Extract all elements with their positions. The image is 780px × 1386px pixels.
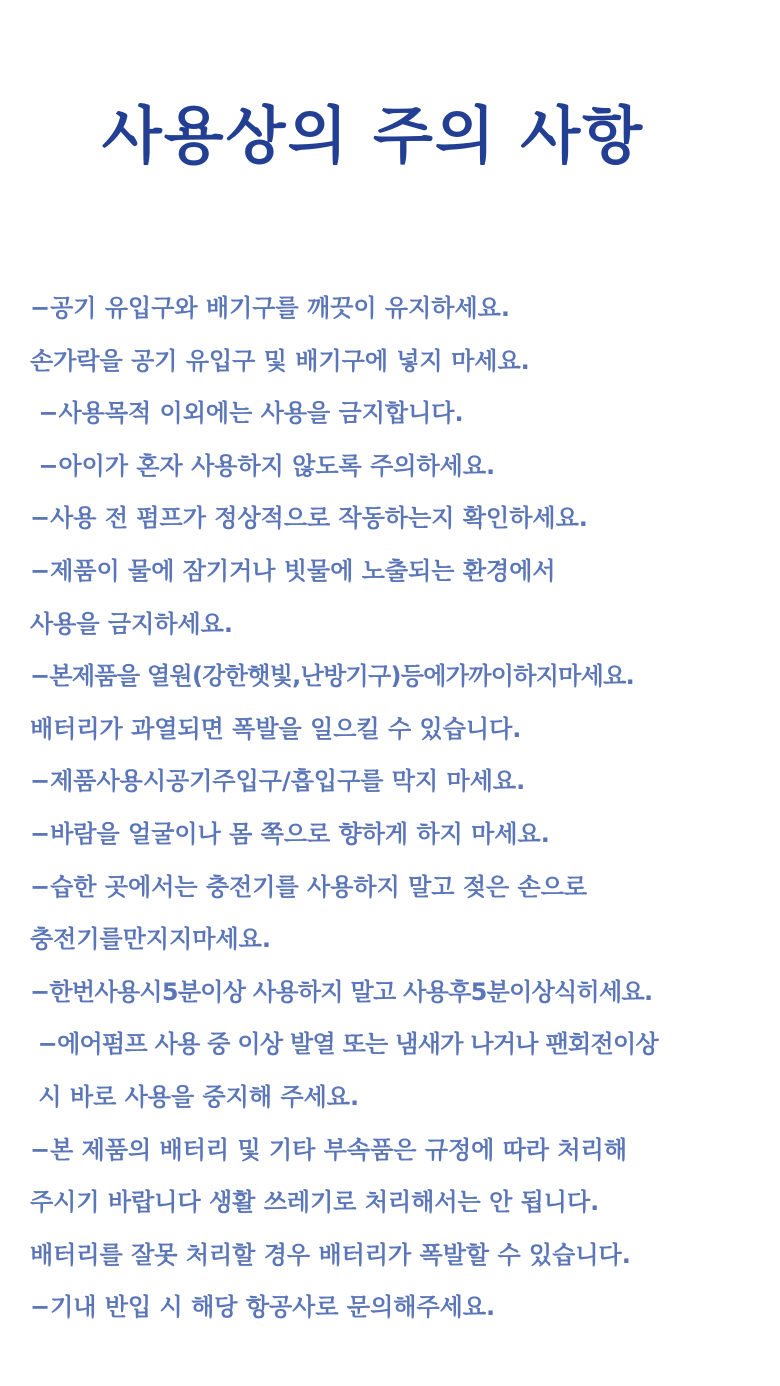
precaution-line: −사용 전 펌프가 정상적으로 작동하는지 확인하세요. (30, 504, 588, 533)
precaution-line: 배터리를 잘못 처리할 경우 배터리가 폭발할 수 있습니다. (30, 1240, 631, 1269)
precaution-line: −한번사용시5분이상 사용하지 말고 사용후5분이상식히세요. (30, 977, 653, 1006)
precaution-line: 주시기 바랍니다 생활 쓰레기로 처리해서는 안 됩니다. (30, 1188, 600, 1217)
precaution-line: 손가락을 공기 유입구 및 배기구에 넣지 마세요. (30, 346, 530, 375)
precaution-line: −에어펌프 사용 중 이상 발열 또는 냄새가 나거나 팬회전이상 (30, 1030, 658, 1059)
precaution-line: 사용을 금지하세요. (30, 609, 233, 638)
precaution-line: −습한 곳에서는 충전기를 사용하지 말고 젖은 손으로 (30, 872, 588, 901)
precaution-line: −본 제품의 배터리 및 기타 부속품은 규정에 따라 처리해 (30, 1135, 627, 1164)
page-title: 사용상의 주의 사항 (101, 99, 645, 172)
precaution-line: −아이가 혼자 사용하지 않도록 주의하세요. (30, 451, 496, 480)
precaution-line: −사용목적 이외에는 사용을 금지합니다. (30, 399, 464, 428)
precaution-line: 배터리가 과열되면 폭발을 일으킬 수 있습니다. (30, 714, 522, 743)
precaution-line: −본제품을 열원(강한햇빛,난방기구)등에가까이하지마세요. (30, 662, 635, 691)
precaution-line: 충전기를만지지마세요. (30, 925, 271, 954)
precaution-line: −바람을 얼굴이나 몸 쪽으로 향하게 하지 마세요. (30, 819, 550, 848)
precaution-line: −기내 반입 시 해당 항공사로 문의해주세요. (30, 1293, 496, 1322)
precaution-line: −제품사용시공기주입구/흡입구를 막지 마세요. (30, 767, 526, 796)
precautions-list (30, 282, 775, 1334)
precaution-line: −공기 유입구와 배기구를 깨끗이 유지하세요. (30, 294, 510, 322)
precaution-line: −제품이 물에 잠기거나 빗물에 노출되는 환경에서 (30, 556, 556, 585)
precaution-line: 시 바로 사용을 중지해 주세요. (30, 1082, 360, 1111)
